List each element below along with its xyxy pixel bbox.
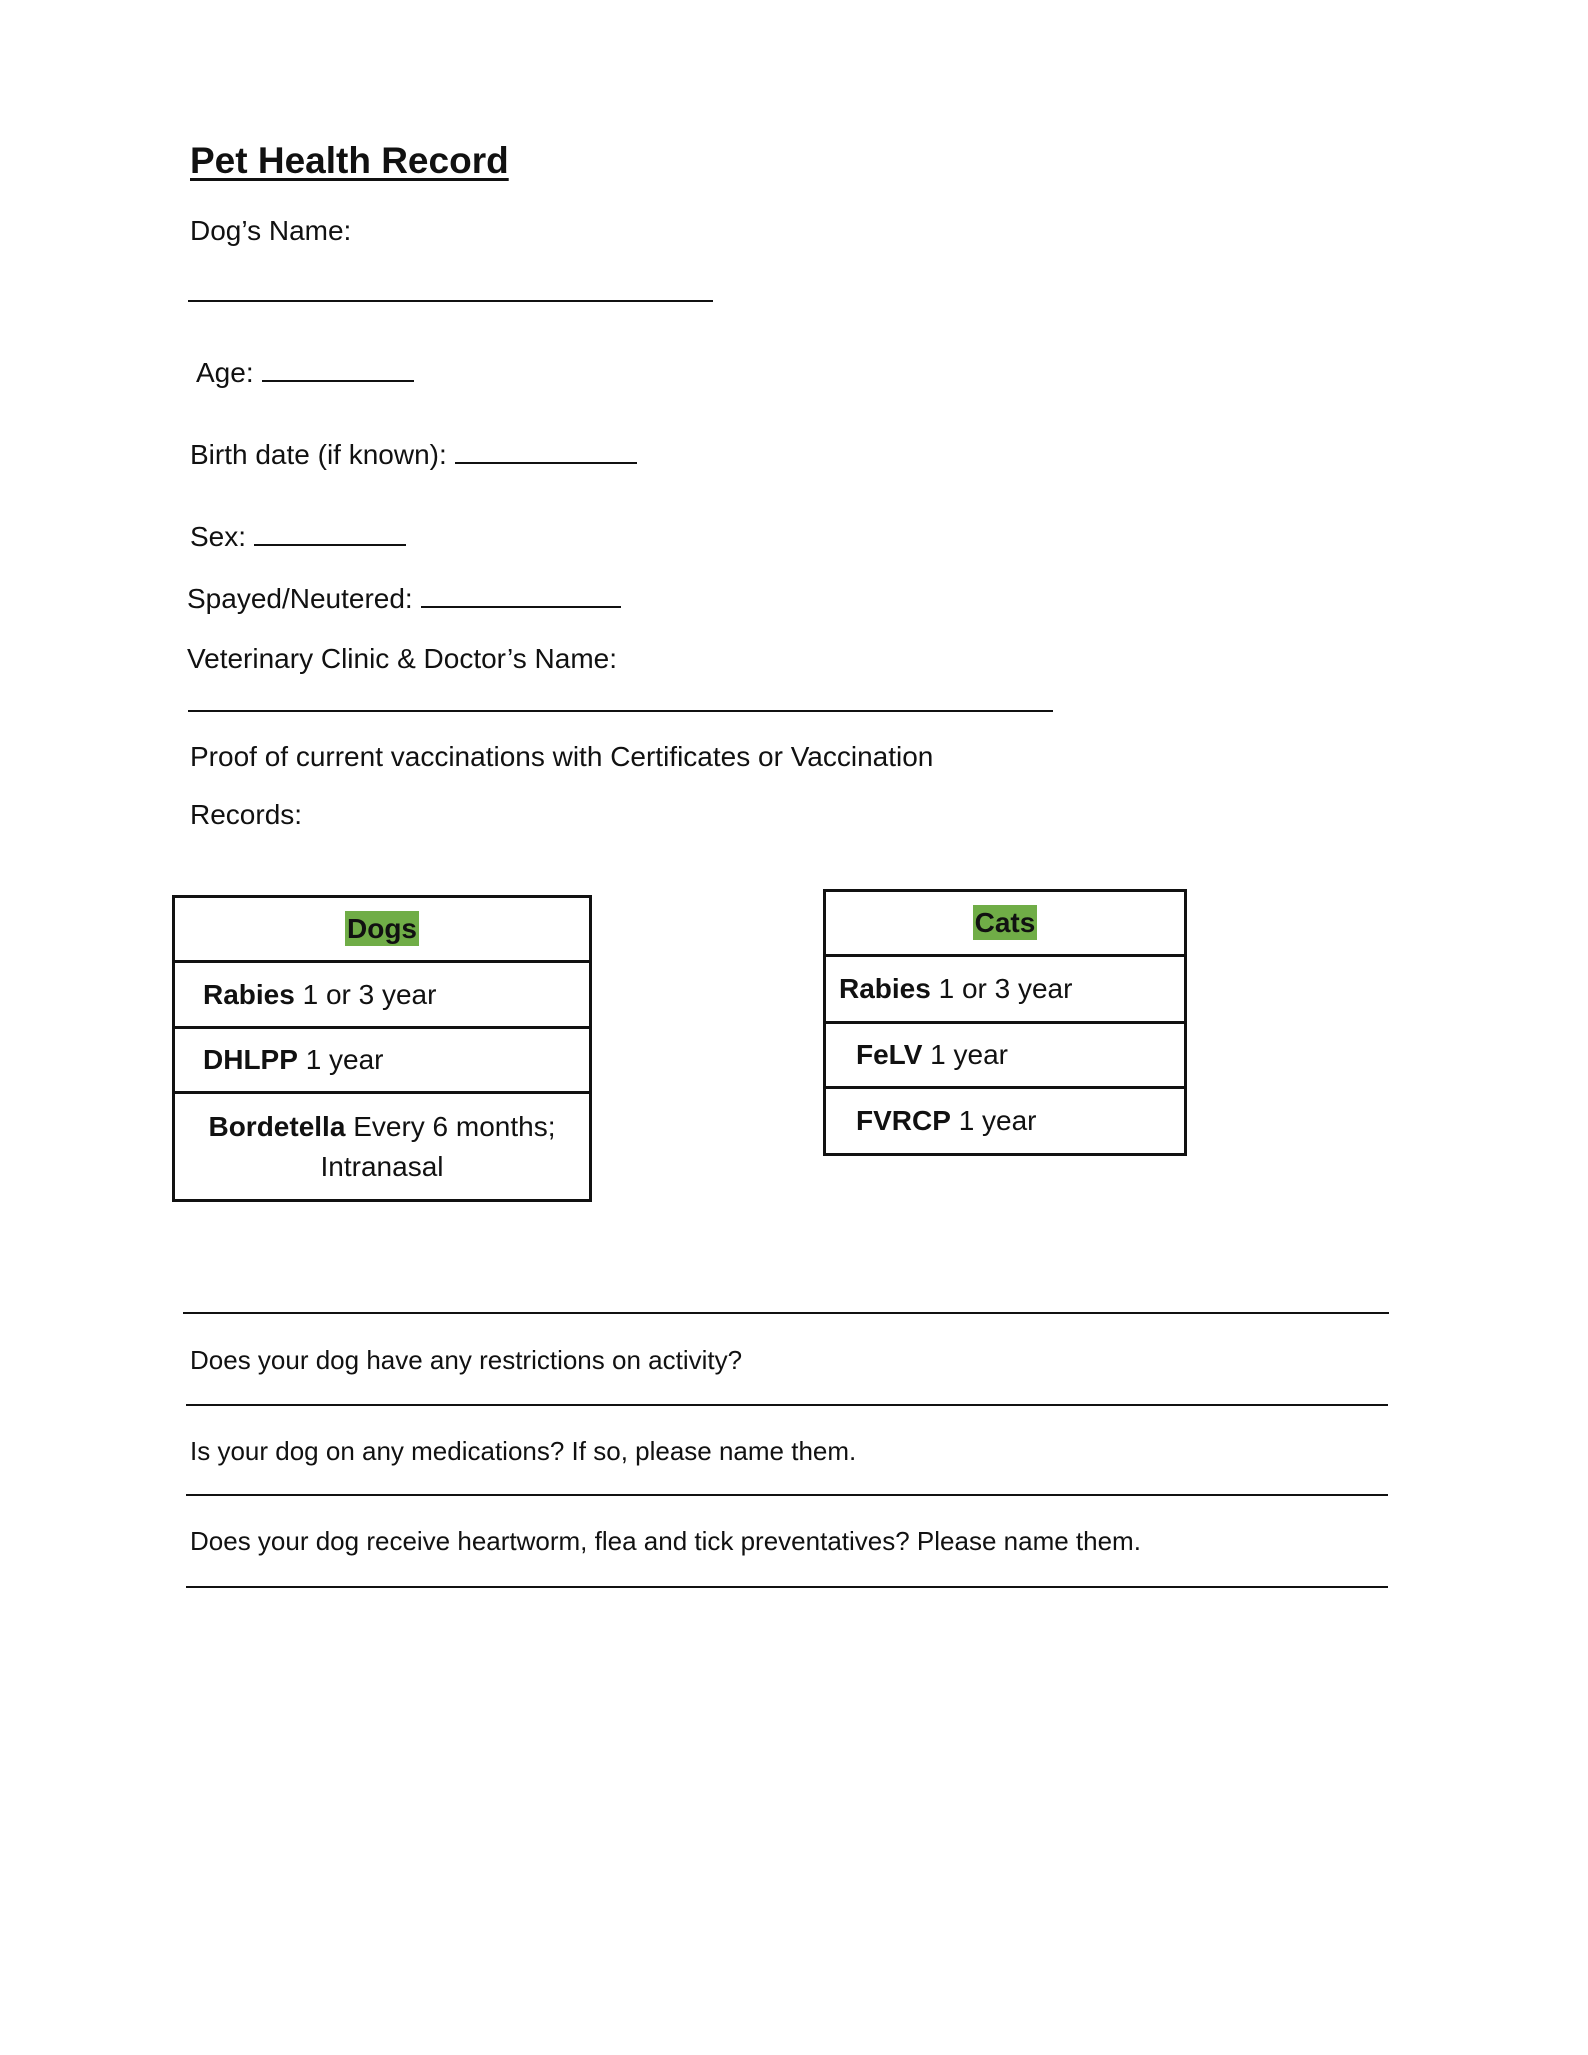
vet-field[interactable] [188,710,1053,712]
cats-table-header-cell [825,891,1186,956]
sex-field[interactable] [254,518,406,546]
medications-answer-field[interactable] [186,1494,1388,1496]
question-preventatives: Does your dog receive heartworm, flea and tick preventatives? Please name them. [190,1526,1141,1556]
proof-line-2: Records: [190,799,303,830]
age-label: Age: [196,357,254,388]
vaccine-name: Rabies [839,973,931,1004]
vaccine-frequency: 1 year [930,1039,1008,1070]
sex-label: Sex: [190,521,247,552]
vaccine-frequency: Every 6 months; [353,1110,556,1142]
table-row [825,956,1186,1023]
page-title: Pet Health Record [190,140,509,181]
dogs-table-header-cell [174,897,591,962]
proof-line-1: Proof of current vaccinations with Certificates or Vaccination [190,741,934,772]
sex-row [190,518,406,554]
question-restrictions: Does your dog have any restrictions on activity? [190,1345,743,1375]
dog-name-field[interactable] [188,300,713,302]
spayed-row [187,580,621,616]
restrictions-answer-field[interactable] [186,1404,1388,1406]
preventatives-answer-field[interactable] [186,1586,1388,1588]
cats-vaccine-table [823,889,1187,1156]
vaccine-name: FVRCP [856,1105,951,1136]
dogs-table-header: Dogs [347,913,417,944]
question-medications: Is your dog on any medications? If so, please name them. [190,1436,857,1466]
vaccine-name: Rabies [203,978,295,1010]
table-row [825,1023,1186,1088]
vaccine-name: FeLV [856,1039,923,1070]
vaccine-frequency: 1 year [958,1105,1037,1136]
vet-label: Veterinary Clinic & Doctor’s Name: [187,643,618,674]
dog-name-label: Dog’s Name: [190,215,352,246]
table-row [825,1088,1186,1155]
spayed-label: Spayed/Neutered: [187,583,413,614]
table-row [174,962,591,1028]
vaccine-name: DHLPP [203,1044,298,1075]
vaccine-name: Bordetella [208,1110,346,1142]
birth-date-field[interactable] [455,436,637,464]
vaccine-frequency: 1 or 3 year [302,978,437,1010]
dogs-vaccine-table [172,895,592,1202]
age-field[interactable] [262,354,414,382]
table-row [174,1028,591,1093]
birth-date-row [190,436,637,472]
birth-date-label: Birth date (if known): [190,439,447,470]
spayed-field[interactable] [421,580,621,608]
table-row [174,1093,591,1201]
notes-line[interactable] [183,1312,1389,1314]
cats-table-header: Cats [974,907,1036,938]
vaccine-frequency: 1 or 3 year [938,973,1073,1004]
age-row [196,354,414,390]
vaccine-method: Intranasal [320,1150,444,1182]
vaccine-frequency: 1 year [305,1044,384,1075]
